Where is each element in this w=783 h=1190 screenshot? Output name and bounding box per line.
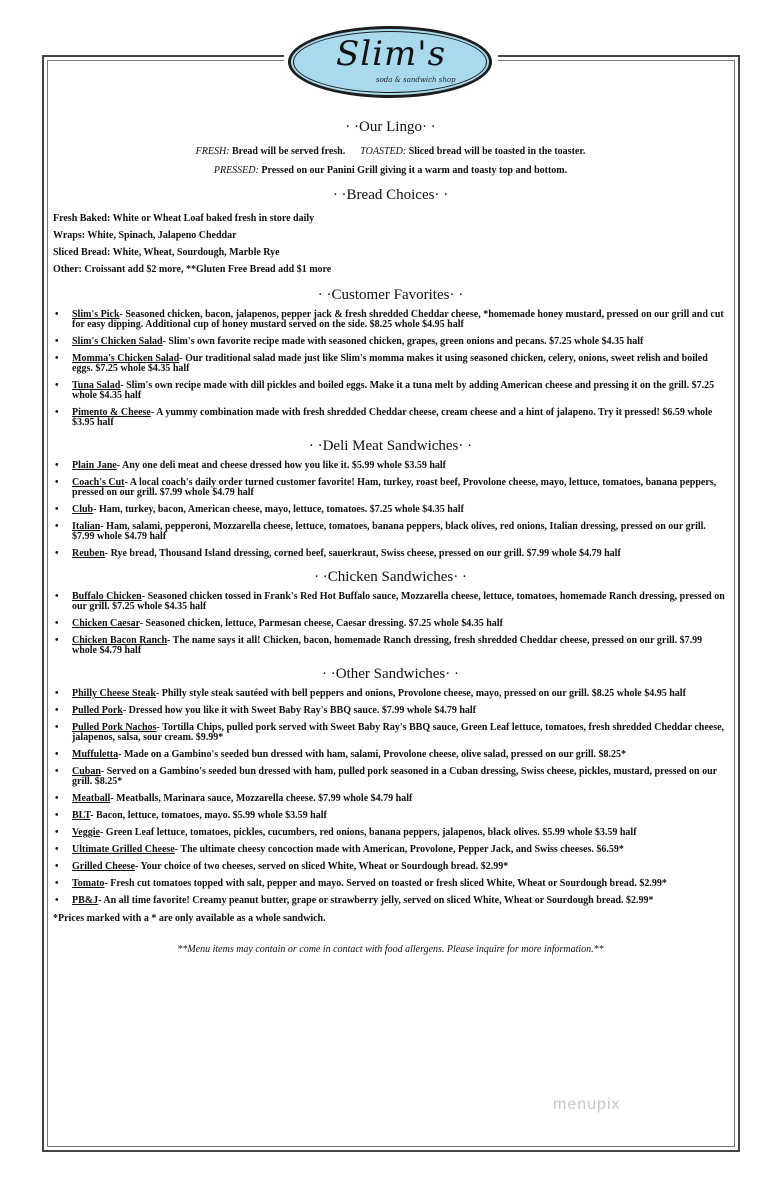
logo-tagline: soda & sandwich shop [376, 76, 456, 84]
item-name: BLT [72, 810, 91, 821]
item-name: Momma's Chicken Salad [72, 353, 180, 364]
menu-item [72, 619, 728, 629]
lingo-title: · ·Our Lingo· · [345, 119, 436, 135]
item-description: - Seasoned chicken, lettuce, Parmesan cheese, Caesar dressing. $7.25 whole $4.35 half [139, 618, 503, 629]
item-name: Pulled Pork Nachos [72, 722, 157, 733]
lingo-line-1 [53, 142, 728, 161]
item-description: - The ultimate cheesy concoction made with American, Provolone, Pepper Jack, and Swiss cheeses. $6.59* [174, 844, 624, 855]
item-name: Slim's Pick [72, 309, 120, 320]
item-description: - Our traditional salad made just like Slim's momma makes it using seasoned chicken, celery, onions, sweet relish and boiled eggs. $7.25 whole $4.35 half [72, 353, 708, 374]
item-description: - Bacon, lettuce, tomatoes, mayo. $5.99 whole $3.59 half [90, 810, 327, 821]
item-description: - Your choice of two cheeses, served on sliced White, Wheat or Sourdough bread. $2.99* [135, 861, 509, 872]
lingo-pressed-text: Pressed on our Panini Grill giving it a warm and toasty top and bottom. [258, 165, 568, 176]
watermark: menupix [553, 1096, 621, 1113]
item-name: Meatball [72, 793, 111, 804]
deli-title: · ·Deli Meat Sandwiches· · [308, 438, 473, 454]
item-name: Plain Jane [72, 460, 117, 471]
menu-item [72, 408, 728, 428]
item-name: Muffuletta [72, 749, 119, 760]
lingo-text [53, 142, 728, 180]
item-description: - Served on a Gambino's seeded bun dressed with ham, pulled pork seasoned in a Cuban dressing, Swiss cheese, pickles, mustard, pressed on our grill. $8.25* [72, 766, 717, 787]
item-name: Grilled Cheese [72, 861, 136, 872]
item-description: - An all time favorite! Creamy peanut butter, grape or strawberry jelly, served on sliced White, Wheat or Sourdough bread. $2.99* [98, 895, 654, 906]
bread-line: Wraps: White, Spinach, Jalapeno Cheddar [53, 230, 237, 241]
item-name: Tomato [72, 878, 105, 889]
whole-sandwich-footnote: *Prices marked with a * are only available as a whole sandwich. [53, 913, 326, 924]
item-description: - Ham, turkey, bacon, American cheese, mayo, lettuce, tomatoes. $7.25 whole $4.35 half [93, 504, 464, 515]
menu-item [72, 828, 728, 838]
item-description: - Tortilla Chips, pulled pork served with Sweet Baby Ray's BBQ sauce, Green Leaf lettuce, tomatoes, fresh shredded Cheddar cheese, jalapenos, salsa, sour cream. $9.99* [72, 722, 725, 743]
menu-item [72, 689, 728, 699]
item-description: - Seasoned chicken tossed in Frank's Red Hot Buffalo sauce, Mozzarella cheese, lettuce, tomatoes, homemade Ranch dressing, pressed on our grill. $7.25 whole $4.35 half [72, 591, 725, 612]
menu-item [72, 767, 728, 787]
favorites-list [53, 310, 728, 428]
menu-item [72, 636, 728, 656]
bread-line: Other: Croissant add $2 more, **Gluten Free Bread add $1 more [53, 264, 332, 275]
allergen-notice: **Menu items may contain or come in contact with food allergens. Please inquire for more information.** [177, 944, 604, 955]
item-description: - Slim's own recipe made with dill pickles and boiled eggs. Make it a tuna melt by adding American cheese and pressing it on the grill. $7.25 whole $4.35 half [72, 380, 715, 401]
item-name: Pimento & Cheese [72, 407, 151, 418]
menu-item [72, 310, 728, 330]
item-name: Buffalo Chicken [72, 591, 142, 602]
item-description: - Dressed how you like it with Sweet Baby Ray's BBQ sauce. $7.99 whole $4.79 half [122, 705, 477, 716]
menu-item [72, 896, 728, 906]
menu-item [72, 879, 728, 889]
item-description: - A yummy combination made with fresh shredded Cheddar cheese, cream cheese and a hint of jalapeno. Try it pressed! $6.59 whole $3.95 half [72, 407, 713, 428]
lingo-line-2 [53, 161, 728, 180]
lingo-fresh-text: Bread will be served fresh. [229, 146, 346, 157]
item-name: Chicken Bacon Ranch [72, 635, 168, 646]
deli-list [53, 461, 728, 559]
menu-item [72, 750, 728, 760]
chicken-title: · ·Chicken Sandwiches· · [314, 569, 467, 585]
lingo-fresh-term: FRESH: [195, 146, 230, 157]
menu-item [72, 794, 728, 804]
slims-logo [284, 22, 498, 104]
favorites-title: · ·Customer Favorites· · [317, 287, 464, 303]
item-name: Slim's Chicken Salad [72, 336, 163, 347]
bread-list [53, 210, 728, 278]
lingo-pressed-term: PRESSED: [213, 165, 259, 176]
lingo-toasted-term: TOASTED: [360, 146, 407, 157]
bread-line: Fresh Baked: White or Wheat Loaf baked fresh in store daily [53, 213, 315, 224]
item-description: - Fresh cut tomatoes topped with salt, pepper and mayo. Served on toasted or fresh sliced White, Wheat or Sourdough bread. $2.99* [104, 878, 667, 889]
menu-item [72, 706, 728, 716]
bread-title: · ·Bread Choices· · [332, 187, 449, 203]
item-description: - Slim's own favorite recipe made with seasoned chicken, grapes, green onions and pecans. $7.25 whole $4.35 half [162, 336, 644, 347]
item-description: - Made on a Gambino's seeded bun dressed with ham, salami, Provolone cheese, olive salad, pressed on our grill. $8.25* [118, 749, 627, 760]
other-list [53, 689, 728, 906]
menu-item [72, 381, 728, 401]
item-name: Coach's Cut [72, 477, 125, 488]
lingo-toasted-text: Sliced bread will be toasted in the toaster. [406, 146, 586, 157]
item-name: Ultimate Grilled Cheese [72, 844, 175, 855]
menu-item [72, 505, 728, 515]
item-name: Italian [72, 521, 101, 532]
menu-item [72, 461, 728, 471]
item-name: Tuna Salad [72, 380, 121, 391]
menu-item [72, 522, 728, 542]
item-description: - Philly style steak sautéed with bell peppers and onions, Provolone cheese, mayo, pressed on our grill. $8.25 whole $4.95 half [155, 688, 686, 699]
menu-content [53, 115, 728, 955]
item-name: Pulled Pork [72, 705, 123, 716]
menu-item [72, 592, 728, 612]
item-name: Cuban [72, 766, 101, 777]
chicken-list [53, 592, 728, 656]
item-name: Reuben [72, 548, 105, 559]
item-description: - Green Leaf lettuce, tomatoes, pickles, cucumbers, red onions, banana peppers, jalapenos, black olives. $5.99 whole $3.59 half [99, 827, 637, 838]
menu-item [72, 811, 728, 821]
item-description: - Rye bread, Thousand Island dressing, corned beef, sauerkraut, Swiss cheese, pressed on our grill. $7.99 whole $4.79 half [104, 548, 621, 559]
item-description: - Meatballs, Marinara sauce, Mozzarella cheese. $7.99 whole $4.79 half [110, 793, 413, 804]
item-name: Club [72, 504, 94, 515]
menu-item [72, 862, 728, 872]
item-description: - Seasoned chicken, bacon, jalapenos, pepper jack & fresh shredded Cheddar cheese, *homemade honey mustard, pressed on our grill and cut for easy dipping. Additional cup of honey mustard served on the side. $8.25 whole $4.95 half [72, 309, 724, 330]
logo-name: Slim's [335, 34, 447, 74]
item-description: - A local coach's daily order turned customer favorite! Ham, turkey, roast beef, Provolone cheese, mayo, lettuce, tomatoes, banana peppers, pressed on our grill. $7.99 whole $4.79 half [72, 477, 717, 498]
menu-item [72, 337, 728, 347]
item-name: PB&J [72, 895, 99, 906]
menu-item [72, 354, 728, 374]
menu-item [72, 478, 728, 498]
item-name: Chicken Caesar [72, 618, 140, 629]
menu-item [72, 845, 728, 855]
item-description: - The name says it all! Chicken, bacon, homemade Ranch dressing, fresh shredded Cheddar cheese, pressed on our grill. $7.99 whole $4.79 half [72, 635, 703, 656]
other-title: · ·Other Sandwiches· · [321, 666, 460, 682]
item-description: - Any one deli meat and cheese dressed how you like it. $5.99 whole $3.59 half [116, 460, 447, 471]
bread-line: Sliced Bread: White, Wheat, Sourdough, Marble Rye [53, 247, 280, 258]
item-name: Veggie [72, 827, 100, 838]
menu-item [72, 723, 728, 743]
item-description: - Ham, salami, pepperoni, Mozzarella cheese, lettuce, tomatoes, banana peppers, black olives, red onions, Italian dressing, pressed on our grill. $7.99 whole $4.79 half [72, 521, 706, 542]
menu-item [72, 549, 728, 559]
item-name: Philly Cheese Steak [72, 688, 156, 699]
